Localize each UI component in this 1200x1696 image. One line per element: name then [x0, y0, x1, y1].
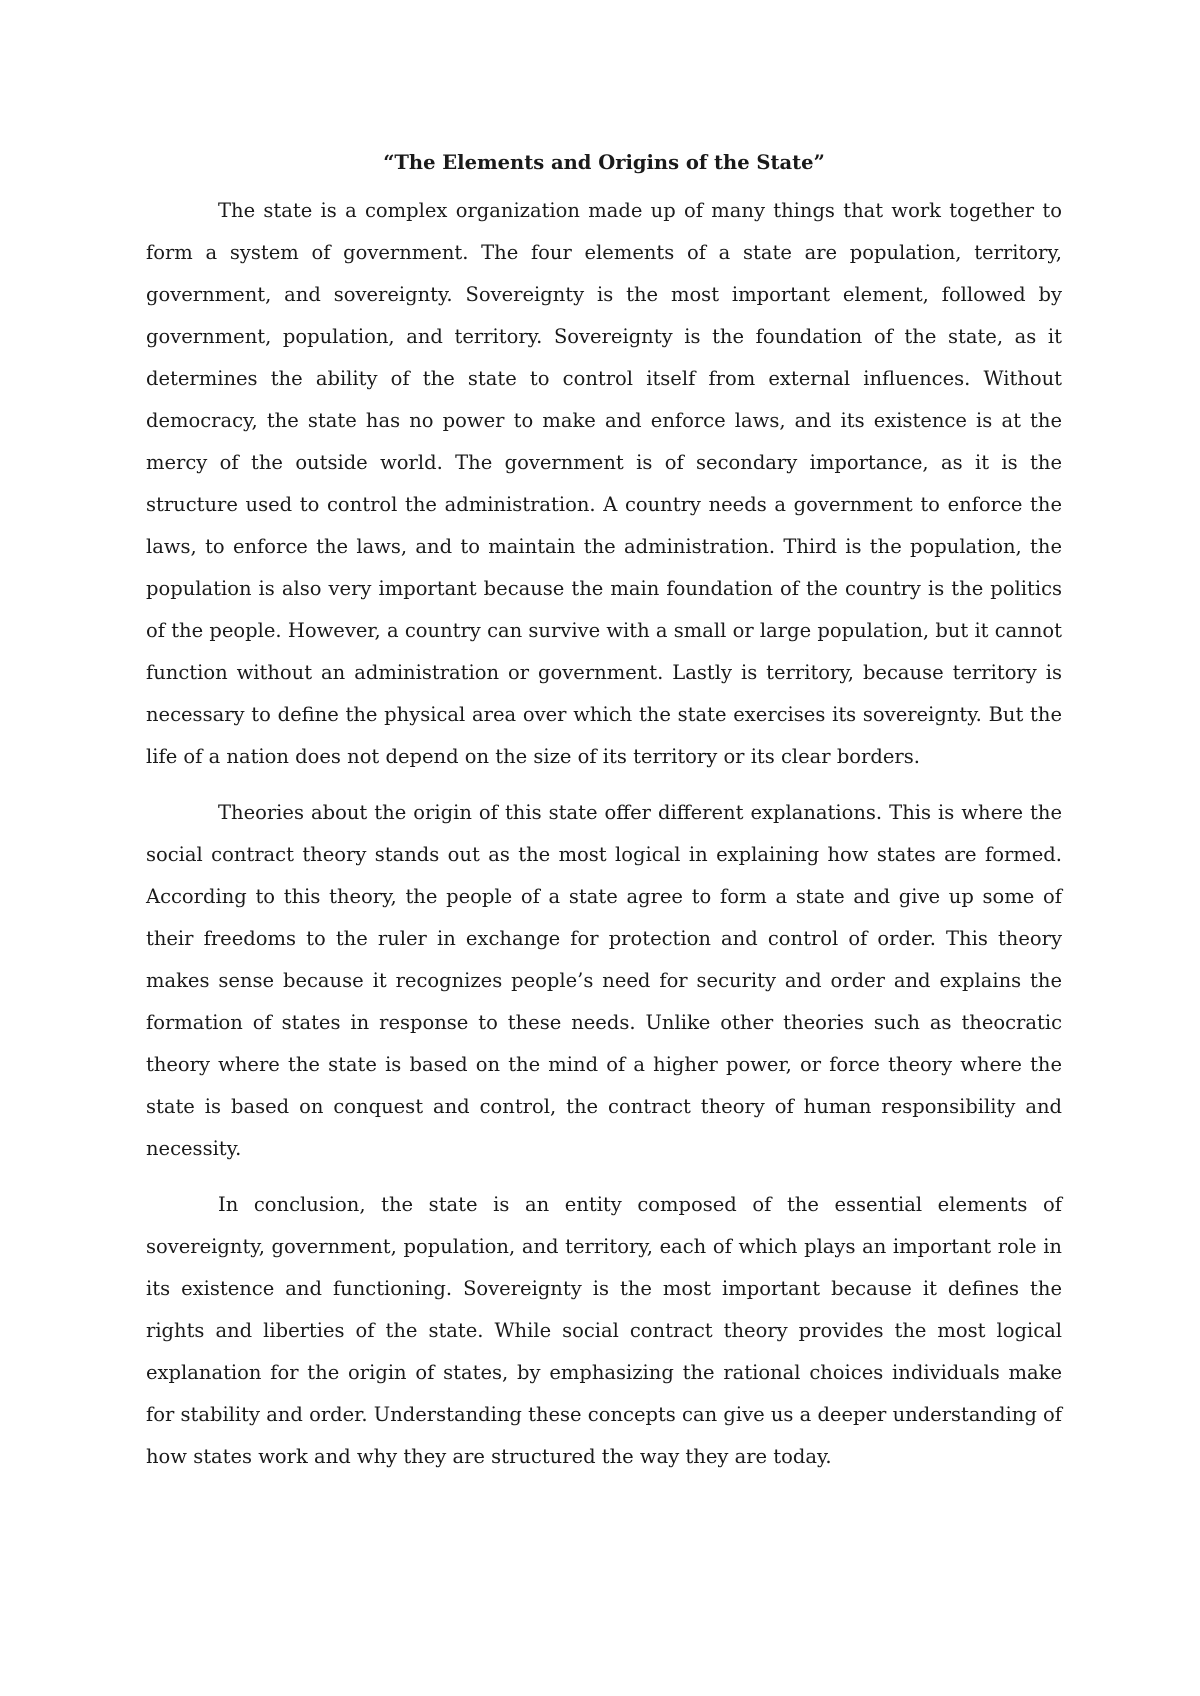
- paragraph-conclusion: In conclusion, the state is an entity composed of the essential elements of sovereignty, government, population, and territory, each of which plays an important role in its existence and functioning. Sovereignty is the most important because it defines the rights and liberties of the state. While social contract theory provides the most logical explanation for the origin of states, by emphasizing the rational choices individuals make for stability and order. Understanding these concepts can give us a deeper understanding of how states work and why they are structured the way they are today.: [146, 1193, 1062, 1468]
- paragraph-origin-theories: Theories about the origin of this state offer different explanations. This is where the social contract theory stands out as the most logical in explaining how states are formed. According to this theory, the people of a state agree to form a state and give up some of their freedoms to the ruler in exchange for protection and control of order. This theory makes sense because it recognizes people’s need for security and order and explains the formation of states in response to these needs. Unlike other theories such as theocratic theory where the state is based on the mind of a higher power, or force theory where the state is based on conquest and control, the contract theory of human responsibility and necessity.: [146, 801, 1062, 1160]
- paragraph-elements-of-state: The state is a complex organization made up of many things that work together to form a system of government. The four elements of a state are population, territory, government, and sovereignty. Sovereignty is the most important element, followed by government, population, and territory. Sovereignty is the foundation of the state, as it determines the ability of the state to control itself from external influences. Without democracy, the state has no power to make and enforce laws, and its existence is at the mercy of the outside world. The government is of secondary importance, as it is the structure used to control the administration. A country needs a government to enforce the laws, to enforce the laws, and to maintain the administration. Third is the population, the population is also very important because the main foundation of the country is the politics of the people. However, a country can survive with a small or large population, but it cannot function without an administration or government. Lastly is territory, because territory is necessary to define the physical area over which the state exercises its sovereignty. But the life of a nation does not depend on the size of its territory or its clear borders.: [146, 199, 1062, 768]
- document-title: “The Elements and Origins of the State”: [383, 151, 825, 174]
- document-body: [146, 146, 1062, 1492]
